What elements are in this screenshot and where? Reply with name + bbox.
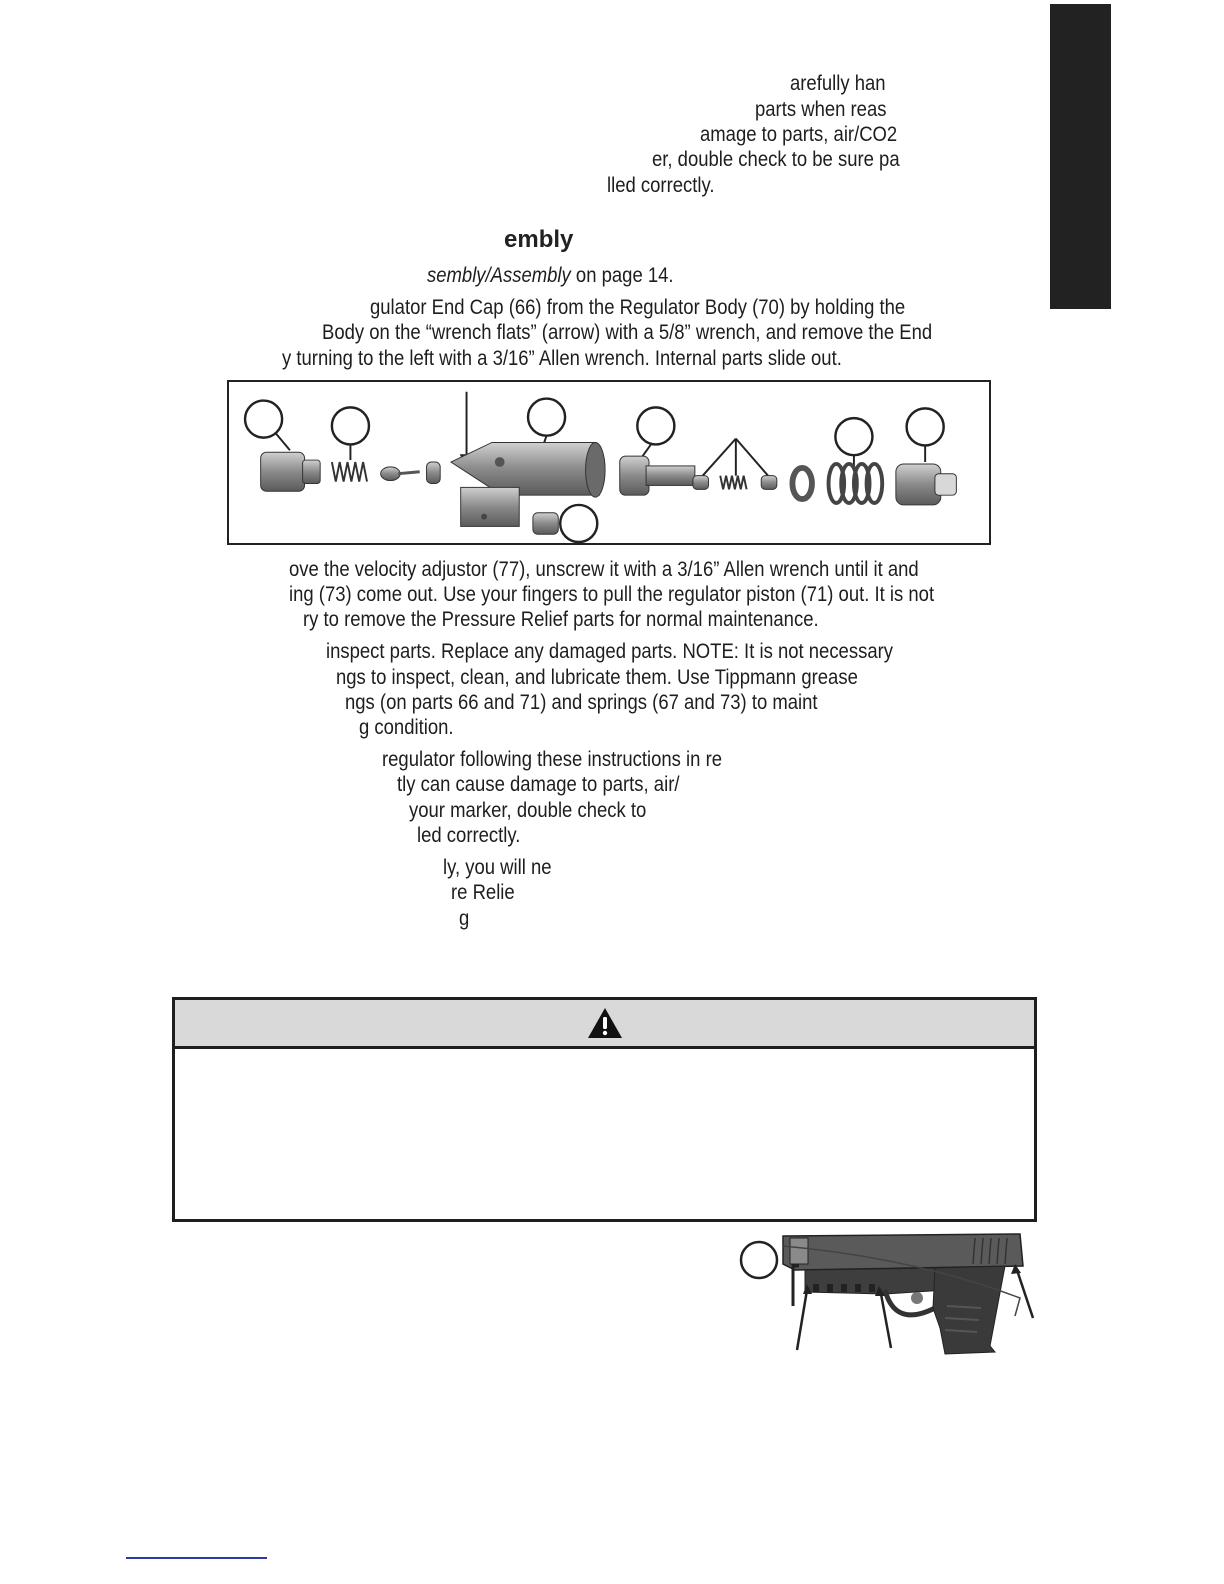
regulator-diagram-svg <box>229 382 989 543</box>
pin-part <box>381 467 420 481</box>
intro-line-3: amage to parts, air/CO2 <box>700 123 898 146</box>
callout-circle-spring-pack <box>835 418 872 455</box>
ring-washer-part <box>792 468 812 499</box>
intro-line-4: er, double check to be sure pa <box>652 148 900 171</box>
reference-rest: on page 14. <box>570 264 674 287</box>
step2-line-1: ove the velocity adjustor (77), unscrew it with a 3/16” Allen wrench until it and <box>289 558 919 581</box>
reference-line <box>427 264 674 288</box>
washer-part <box>427 462 441 483</box>
step2-line-3: ry to remove the Pressure Relief parts for normal maintenance. <box>303 608 819 631</box>
regulator-exploded-diagram <box>227 380 991 545</box>
intro-line-5: lled correctly. <box>607 174 715 197</box>
callout-circle-adjustor <box>907 408 944 445</box>
step3-line-2: ngs to inspect, clean, and lubricate them. Use Tippmann grease <box>336 666 858 689</box>
step3-line-1: inspect parts. Replace any damaged parts. NOTE: It is not necessary <box>326 640 893 663</box>
intro-line-1: arefully han <box>790 72 886 95</box>
warning-triangle-icon <box>586 1006 624 1040</box>
reference-italic: sembly/Assembly <box>427 264 571 287</box>
pistol-callout-circle <box>741 1242 777 1278</box>
callout-circle-piston <box>637 407 674 444</box>
callout-circle-end-cap <box>245 401 282 438</box>
small-spring-part <box>332 462 367 482</box>
step1-line-1: gulator End Cap (66) from the Regulator Body (70) by holding the <box>370 296 906 319</box>
step5-line-1: ly, you will ne <box>443 856 552 879</box>
spring-pack-part <box>829 464 883 503</box>
seat-part <box>693 476 709 490</box>
marker-pistol-illustration <box>735 1228 1040 1363</box>
callout-circle-spring <box>332 407 369 444</box>
relief-spring-part <box>720 476 746 490</box>
step2-line-2: ing (73) come out. Use your fingers to pull the regulator piston (71) out. It is not <box>289 583 935 606</box>
step4-line-3: your marker, double check to <box>409 799 647 822</box>
step1-line-3: y turning to the left with a 3/16” Allen wrench. Internal parts slide out. <box>282 347 842 370</box>
warning-header <box>175 1000 1034 1049</box>
warning-box <box>172 997 1037 1222</box>
velocity-adjustor-part <box>896 464 956 505</box>
pistol-svg <box>735 1228 1040 1363</box>
relief-cap-part <box>761 476 777 490</box>
step5-line-2: re Relie <box>451 881 515 904</box>
step4-line-4: led correctly. <box>417 824 521 847</box>
pressure-relief-plug-part <box>533 513 558 534</box>
piston-part <box>620 456 695 495</box>
step3-line-4: g condition. <box>359 716 454 739</box>
step3-line-3: ngs (on parts 66 and 71) and springs (67 and 73) to maint <box>345 691 818 714</box>
side-tab <box>1050 4 1111 309</box>
intro-line-2: parts when reas <box>755 98 887 121</box>
section-heading: embly <box>504 226 574 253</box>
step4-line-1: regulator following these instructions in re <box>382 748 723 771</box>
step4-line-2: tly can cause damage to parts, air/ <box>397 773 680 796</box>
callout-circle-pressure-relief <box>560 505 597 542</box>
end-cap-part <box>261 452 321 491</box>
step5-line-3: g <box>459 907 470 930</box>
step1-line-2: Body on the “wrench flats” (arrow) with a 5/8” wrench, and remove the End <box>322 321 933 344</box>
callout-circle-body <box>528 399 565 436</box>
footer-link-underline[interactable] <box>126 1557 267 1559</box>
